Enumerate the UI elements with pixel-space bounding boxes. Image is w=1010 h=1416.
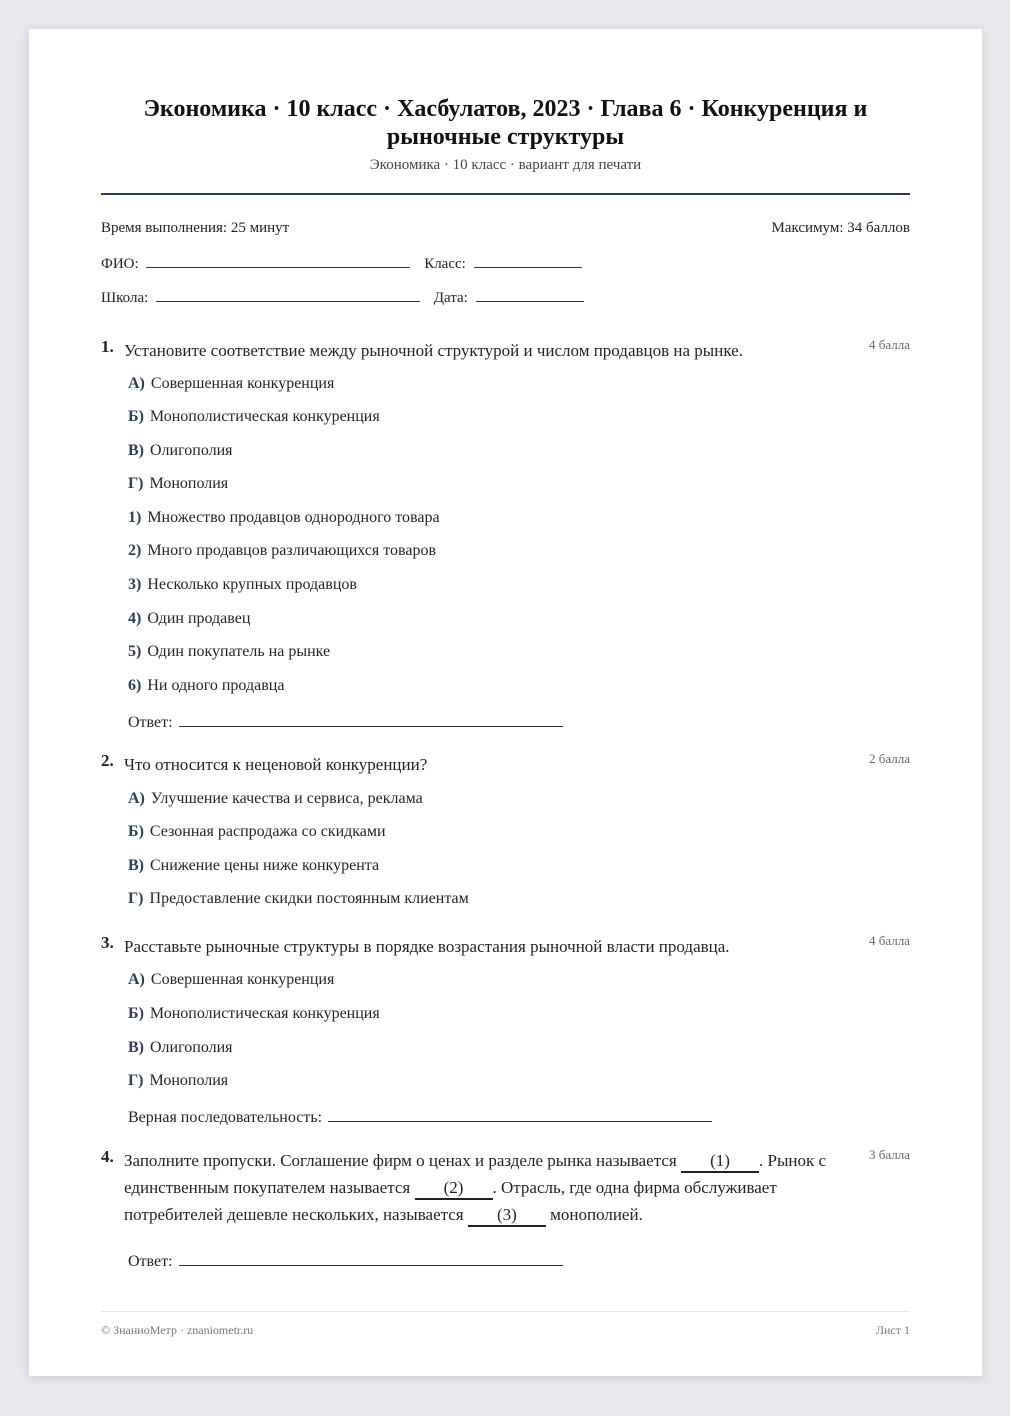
- answer-field[interactable]: [179, 710, 563, 727]
- sequence-answer-field[interactable]: [328, 1105, 712, 1122]
- match-1[interactable]: 1) Множество продавцов однородного товара: [128, 509, 440, 526]
- header-divider: [101, 193, 910, 195]
- match-4[interactable]: 4) Один продавец: [128, 610, 251, 627]
- question-3: [101, 933, 910, 1133]
- question-points: 3 балла: [869, 1147, 910, 1162]
- sequence-answer-label: Верная последовательность:: [128, 1109, 323, 1126]
- fio-label: ФИО:: [101, 256, 139, 272]
- option-a[interactable]: А) Совершенная конкуренция: [128, 375, 335, 392]
- answer-field[interactable]: [179, 1249, 563, 1266]
- question-text: Заполните пропуски. Соглашение фирм о ценах и разделе рынка называется (1) . Рынок с единственным покупателем называется (2) . Отрасль, где одна фирма обслуживает потребителей дешевле нескольких, называется (3) монополией.: [124, 1147, 856, 1228]
- option-a[interactable]: А) Совершенная конкуренция: [128, 971, 335, 988]
- worksheet-page: [29, 29, 982, 1376]
- question-1: [101, 337, 910, 737]
- option-b[interactable]: Б) Монополистическая конкуренция: [128, 1005, 380, 1022]
- option-d[interactable]: Г) Предоставление скидки постоянным клиентам: [128, 890, 469, 907]
- page-title: Экономика · 10 класс · Хасбулатов, 2023 · Глава 6 · Конкуренция и рыночные структуры: [143, 96, 868, 150]
- page-subtitle: Экономика · 10 класс · вариант для печати: [369, 157, 642, 173]
- date-field[interactable]: [476, 287, 584, 302]
- option-b[interactable]: Б) Монополистическая конкуренция: [128, 408, 380, 425]
- match-2[interactable]: 2) Много продавцов различающихся товаров: [128, 542, 437, 559]
- footer-divider: [101, 1311, 910, 1312]
- gap-1[interactable]: (1): [681, 1151, 759, 1173]
- option-c[interactable]: В) Олигополия: [128, 442, 233, 459]
- answer-row: [128, 1249, 563, 1271]
- answer-label: Ответ:: [128, 714, 173, 731]
- question-points: 4 балла: [869, 933, 910, 948]
- question-number: 3.: [101, 933, 114, 952]
- footer-sheet-number: Лист 1: [875, 1323, 910, 1337]
- footer-copyright: © ЗнаниоМетр · znaniometr.ru: [101, 1323, 254, 1337]
- option-d[interactable]: Г) Монополия: [128, 475, 229, 492]
- fio-row: [101, 253, 582, 273]
- fio-field[interactable]: [146, 253, 410, 268]
- question-2: [101, 751, 910, 921]
- school-label: Школа:: [101, 290, 149, 306]
- match-3[interactable]: 3) Несколько крупных продавцов: [128, 576, 357, 593]
- school-field[interactable]: [156, 287, 420, 302]
- question-number: 2.: [101, 751, 114, 770]
- question-text: Что относится к неценовой конкуренции?: [124, 755, 428, 774]
- question-text: Установите соответствие между рыночной структурой и числом продавцов на рынке.: [124, 341, 743, 360]
- time-limit: Время выполнения: 25 минут: [101, 220, 290, 236]
- option-a[interactable]: А) Улучшение качества и сервиса, реклама: [128, 790, 423, 807]
- question-text: Расставьте рыночные структуры в порядке возрастания рыночной власти продавца.: [124, 937, 730, 956]
- option-d[interactable]: Г) Монополия: [128, 1072, 229, 1089]
- question-number: 1.: [101, 337, 114, 356]
- question-points: 4 балла: [869, 337, 910, 352]
- option-b[interactable]: Б) Сезонная распродажа со скидками: [128, 823, 386, 840]
- question-4: [101, 1147, 910, 1287]
- gap-2[interactable]: (2): [415, 1178, 493, 1200]
- match-6[interactable]: 6) Ни одного продавца: [128, 677, 285, 694]
- question-number: 4.: [101, 1147, 114, 1166]
- match-5[interactable]: 5) Один покупатель на рынке: [128, 643, 331, 660]
- sequence-answer-row: [128, 1105, 712, 1127]
- question-points: 2 балла: [869, 751, 910, 766]
- option-c[interactable]: В) Снижение цены ниже конкурента: [128, 857, 380, 874]
- gap-3[interactable]: (3): [468, 1205, 546, 1227]
- answer-row: [128, 710, 563, 732]
- class-label: Класс:: [424, 256, 466, 272]
- class-field[interactable]: [474, 253, 582, 268]
- option-c[interactable]: В) Олигополия: [128, 1039, 233, 1056]
- answer-label: Ответ:: [128, 1253, 173, 1270]
- school-row: [101, 287, 584, 307]
- max-score: Максимум: 34 баллов: [771, 220, 910, 236]
- date-label: Дата:: [433, 290, 468, 306]
